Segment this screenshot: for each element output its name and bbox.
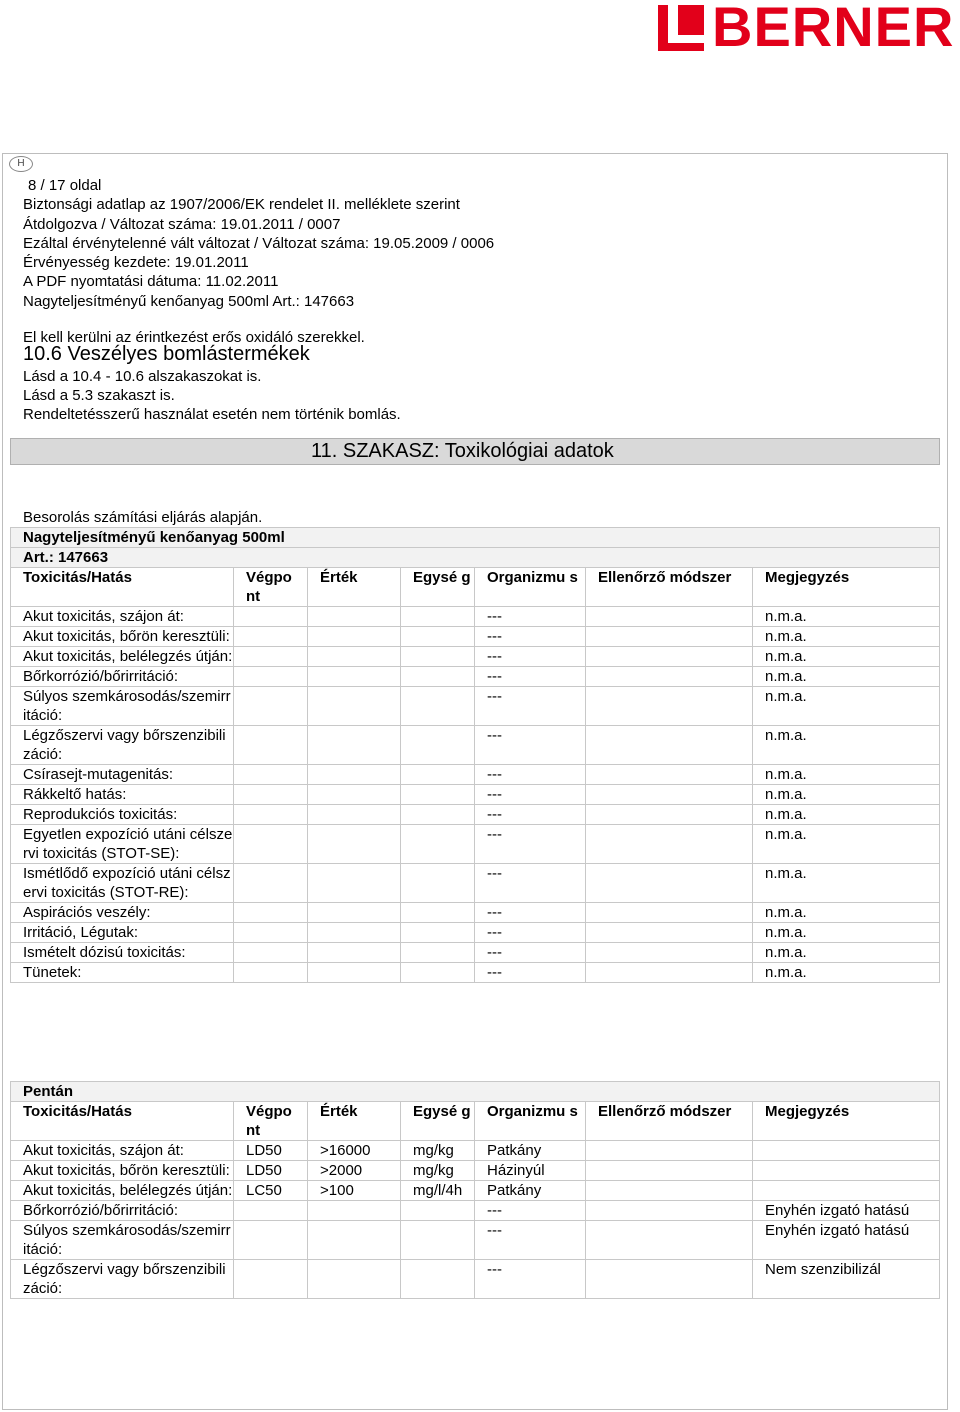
table-row xyxy=(11,1181,940,1201)
remark-cell: n.m.a. xyxy=(753,963,940,983)
table-row xyxy=(11,825,940,864)
value-cell xyxy=(308,667,401,687)
section11-title-bar xyxy=(10,438,940,465)
value-cell xyxy=(308,923,401,943)
method-cell xyxy=(586,963,753,983)
remark-cell: n.m.a. xyxy=(753,687,940,726)
remark-cell: n.m.a. xyxy=(753,607,940,627)
organism-cell: --- xyxy=(475,1260,586,1299)
column-header: Toxicitás/Hatás xyxy=(11,1102,234,1141)
remark-cell xyxy=(753,1161,940,1181)
organism-cell: --- xyxy=(475,765,586,785)
value-cell: >2000 xyxy=(308,1161,401,1181)
method-cell xyxy=(586,785,753,805)
table-row xyxy=(11,687,940,726)
table-row xyxy=(11,607,940,627)
effect-cell: Csírasejt-mutagenitás: xyxy=(11,765,234,785)
product-art: Art.: 147663 xyxy=(11,548,940,568)
unit-cell xyxy=(401,647,475,667)
section10-text: Lásd a 5.3 szakaszt is. xyxy=(23,387,175,404)
organism-cell: --- xyxy=(475,687,586,726)
effect-cell: Ismételt dózisú toxicitás: xyxy=(11,943,234,963)
unit-cell xyxy=(401,667,475,687)
endpoint-cell xyxy=(234,607,308,627)
table-row xyxy=(11,923,940,943)
organism-cell: --- xyxy=(475,785,586,805)
section10-text: Lásd a 10.4 - 10.6 alszakaszokat is. xyxy=(23,368,262,385)
section10-text: Rendeltetésszerű használat esetén nem történik bomlás. xyxy=(23,406,401,423)
endpoint-cell xyxy=(234,825,308,864)
column-header: Megjegyzés xyxy=(753,568,940,607)
effect-cell: Irritáció, Légutak: xyxy=(11,923,234,943)
organism-cell: --- xyxy=(475,963,586,983)
organism-cell: --- xyxy=(475,1201,586,1221)
remark-cell: n.m.a. xyxy=(753,647,940,667)
remark-cell xyxy=(753,1141,940,1161)
unit-cell xyxy=(401,963,475,983)
product-name-row xyxy=(11,528,940,548)
value-cell: >16000 xyxy=(308,1141,401,1161)
table-row xyxy=(11,1201,940,1221)
endpoint-cell: LC50 xyxy=(234,1181,308,1201)
table-row xyxy=(11,726,940,765)
method-cell xyxy=(586,943,753,963)
endpoint-cell xyxy=(234,864,308,903)
toxicity-table-mixture xyxy=(10,527,940,983)
logo-mark-icon xyxy=(658,5,704,51)
method-cell xyxy=(586,864,753,903)
endpoint-cell xyxy=(234,923,308,943)
method-cell xyxy=(586,1141,753,1161)
value-cell xyxy=(308,647,401,667)
effect-cell: Aspirációs veszély: xyxy=(11,903,234,923)
logo-text: BERNER xyxy=(712,0,955,58)
organism-cell: --- xyxy=(475,627,586,647)
organism-cell: --- xyxy=(475,607,586,627)
unit-cell xyxy=(401,805,475,825)
section11-intro: Besorolás számítási eljárás alapján. xyxy=(23,509,263,526)
unit-cell xyxy=(401,943,475,963)
organism-cell: Patkány xyxy=(475,1181,586,1201)
organism-cell: --- xyxy=(475,805,586,825)
endpoint-cell: LD50 xyxy=(234,1141,308,1161)
unit-cell xyxy=(401,903,475,923)
effect-cell: Akut toxicitás, szájon át: xyxy=(11,1141,234,1161)
organism-cell: Házinyúl xyxy=(475,1161,586,1181)
value-cell xyxy=(308,687,401,726)
organism-cell: --- xyxy=(475,864,586,903)
column-header: Toxicitás/Hatás xyxy=(11,568,234,607)
effect-cell: Reprodukciós toxicitás: xyxy=(11,805,234,825)
header-line: A PDF nyomtatási dátuma: 11.02.2011 xyxy=(23,273,279,291)
value-cell: >100 xyxy=(308,1181,401,1201)
unit-cell xyxy=(401,923,475,943)
column-header: Organizmu s xyxy=(475,568,586,607)
remark-cell: n.m.a. xyxy=(753,805,940,825)
method-cell xyxy=(586,1260,753,1299)
remark-cell: n.m.a. xyxy=(753,726,940,765)
organism-cell: --- xyxy=(475,1221,586,1260)
endpoint-cell xyxy=(234,627,308,647)
unit-cell xyxy=(401,864,475,903)
table-header-row xyxy=(11,568,940,607)
method-cell xyxy=(586,923,753,943)
unit-cell xyxy=(401,687,475,726)
remark-cell: Nem szenzibilizál xyxy=(753,1260,940,1299)
organism-cell: Patkány xyxy=(475,1141,586,1161)
column-header: Megjegyzés xyxy=(753,1102,940,1141)
unit-cell: mg/kg xyxy=(401,1141,475,1161)
toxicity-table-pentane xyxy=(10,1081,940,1299)
endpoint-cell xyxy=(234,1201,308,1221)
product-name: Nagyteljesítményű kenőanyag 500ml xyxy=(11,528,940,548)
remark-cell: n.m.a. xyxy=(753,903,940,923)
method-cell xyxy=(586,687,753,726)
organism-cell: --- xyxy=(475,943,586,963)
unit-cell xyxy=(401,607,475,627)
effect-cell: Egyetlen expozíció utáni célszervi toxicitás (STOT-SE): xyxy=(11,825,234,864)
column-header: Végpo nt xyxy=(234,568,308,607)
unit-cell xyxy=(401,1221,475,1260)
table-row xyxy=(11,647,940,667)
method-cell xyxy=(586,1201,753,1221)
value-cell xyxy=(308,903,401,923)
header-line: Ezáltal érvénytelenné vált változat / Változat száma: 19.05.2009 / 0006 xyxy=(23,234,495,252)
document-header xyxy=(23,176,494,311)
unit-cell xyxy=(401,1260,475,1299)
unit-cell xyxy=(401,825,475,864)
table-row xyxy=(11,1260,940,1299)
endpoint-cell xyxy=(234,943,308,963)
organism-cell: --- xyxy=(475,647,586,667)
language-badge: H xyxy=(9,156,33,172)
effect-cell: Súlyos szemkárosodás/szemirritáció: xyxy=(11,687,234,726)
table-row xyxy=(11,903,940,923)
value-cell xyxy=(308,627,401,647)
table-row xyxy=(11,667,940,687)
organism-cell: --- xyxy=(475,667,586,687)
method-cell xyxy=(586,1221,753,1260)
section10-text: El kell kerülni az érintkezést erős oxidáló szerekkel. xyxy=(23,329,365,346)
header-line: Nagyteljesítményű kenőanyag 500ml Art.: 147663 xyxy=(23,292,355,310)
endpoint-cell xyxy=(234,805,308,825)
table-row xyxy=(11,864,940,903)
endpoint-cell xyxy=(234,687,308,726)
endpoint-cell xyxy=(234,963,308,983)
table-row xyxy=(11,765,940,785)
remark-cell: n.m.a. xyxy=(753,923,940,943)
table-row xyxy=(11,805,940,825)
endpoint-cell xyxy=(234,765,308,785)
effect-cell: Bőrkorrózió/bőrirritáció: xyxy=(11,667,234,687)
column-header: Egysé g xyxy=(401,568,475,607)
endpoint-cell xyxy=(234,647,308,667)
method-cell xyxy=(586,607,753,627)
substance-name: Pentán xyxy=(11,1082,940,1102)
effect-cell: Akut toxicitás, belélegzés útján: xyxy=(11,1181,234,1201)
endpoint-cell: LD50 xyxy=(234,1161,308,1181)
column-header: Érték xyxy=(308,1102,401,1141)
remark-cell: n.m.a. xyxy=(753,785,940,805)
table-row xyxy=(11,963,940,983)
header-page: 8 / 17 oldal xyxy=(28,177,102,194)
section11-title: 11. SZAKASZ: Toxikológiai adatok xyxy=(311,440,614,462)
berner-logo xyxy=(658,0,958,58)
effect-cell: Súlyos szemkárosodás/szemirritáció: xyxy=(11,1221,234,1260)
value-cell xyxy=(308,1260,401,1299)
value-cell xyxy=(308,607,401,627)
method-cell xyxy=(586,825,753,864)
unit-cell xyxy=(401,765,475,785)
method-cell xyxy=(586,627,753,647)
table-row xyxy=(11,1141,940,1161)
value-cell xyxy=(308,805,401,825)
remark-cell: Enyhén izgató hatású xyxy=(753,1201,940,1221)
section10-6-heading: 10.6 Veszélyes bomlástermékek xyxy=(23,343,310,365)
remark-cell: n.m.a. xyxy=(753,864,940,903)
remark-cell xyxy=(753,1181,940,1201)
effect-cell: Akut toxicitás, bőrön keresztüli: xyxy=(11,627,234,647)
method-cell xyxy=(586,765,753,785)
remark-cell: n.m.a. xyxy=(753,627,940,647)
remark-cell: n.m.a. xyxy=(753,667,940,687)
organism-cell: --- xyxy=(475,903,586,923)
method-cell xyxy=(586,1181,753,1201)
remark-cell: n.m.a. xyxy=(753,765,940,785)
effect-cell: Tünetek: xyxy=(11,963,234,983)
effect-cell: Rákkeltő hatás: xyxy=(11,785,234,805)
value-cell xyxy=(308,943,401,963)
effect-cell: Akut toxicitás, szájon át: xyxy=(11,607,234,627)
value-cell xyxy=(308,1221,401,1260)
value-cell xyxy=(308,963,401,983)
value-cell xyxy=(308,1201,401,1221)
table-row xyxy=(11,1221,940,1260)
unit-cell xyxy=(401,627,475,647)
header-line: Átdolgozva / Változat száma: 19.01.2011 / 0007 xyxy=(23,215,341,233)
header-line: Érvényesség kezdete: 19.01.2011 xyxy=(23,254,249,272)
value-cell xyxy=(308,825,401,864)
remark-cell: Enyhén izgató hatású xyxy=(753,1221,940,1260)
remark-cell: n.m.a. xyxy=(753,943,940,963)
unit-cell: mg/kg xyxy=(401,1161,475,1181)
method-cell xyxy=(586,647,753,667)
table-row xyxy=(11,1161,940,1181)
method-cell xyxy=(586,667,753,687)
table-header-row xyxy=(11,1102,940,1141)
endpoint-cell xyxy=(234,903,308,923)
value-cell xyxy=(308,785,401,805)
endpoint-cell xyxy=(234,785,308,805)
unit-cell xyxy=(401,726,475,765)
remark-cell: n.m.a. xyxy=(753,825,940,864)
table-row xyxy=(11,785,940,805)
effect-cell: Légzőszervi vagy bőrszenzibilizáció: xyxy=(11,1260,234,1299)
unit-cell xyxy=(401,785,475,805)
effect-cell: Légzőszervi vagy bőrszenzibilizáció: xyxy=(11,726,234,765)
effect-cell: Ismétlődő expozíció utáni célszervi toxicitás (STOT-RE): xyxy=(11,864,234,903)
method-cell xyxy=(586,726,753,765)
effect-cell: Akut toxicitás, belélegzés útján: xyxy=(11,647,234,667)
column-header: Végpo nt xyxy=(234,1102,308,1141)
table-row xyxy=(11,627,940,647)
organism-cell: --- xyxy=(475,726,586,765)
endpoint-cell xyxy=(234,1260,308,1299)
column-header: Egysé g xyxy=(401,1102,475,1141)
table-row xyxy=(11,943,940,963)
column-header: Ellenőrző módszer xyxy=(586,1102,753,1141)
organism-cell: --- xyxy=(475,923,586,943)
unit-cell xyxy=(401,1201,475,1221)
value-cell xyxy=(308,765,401,785)
value-cell xyxy=(308,726,401,765)
effect-cell: Akut toxicitás, bőrön keresztüli: xyxy=(11,1161,234,1181)
product-art-row xyxy=(11,548,940,568)
column-header: Organizmu s xyxy=(475,1102,586,1141)
method-cell xyxy=(586,1161,753,1181)
value-cell xyxy=(308,864,401,903)
endpoint-cell xyxy=(234,667,308,687)
column-header: Érték xyxy=(308,568,401,607)
organism-cell: --- xyxy=(475,825,586,864)
substance-name-row xyxy=(11,1082,940,1102)
endpoint-cell xyxy=(234,1221,308,1260)
unit-cell: mg/l/4h xyxy=(401,1181,475,1201)
column-header: Ellenőrző módszer xyxy=(586,568,753,607)
method-cell xyxy=(586,903,753,923)
method-cell xyxy=(586,805,753,825)
header-line: Biztonsági adatlap az 1907/2006/EK rendelet II. melléklete szerint xyxy=(23,196,460,214)
endpoint-cell xyxy=(234,726,308,765)
effect-cell: Bőrkorrózió/bőrirritáció: xyxy=(11,1201,234,1221)
